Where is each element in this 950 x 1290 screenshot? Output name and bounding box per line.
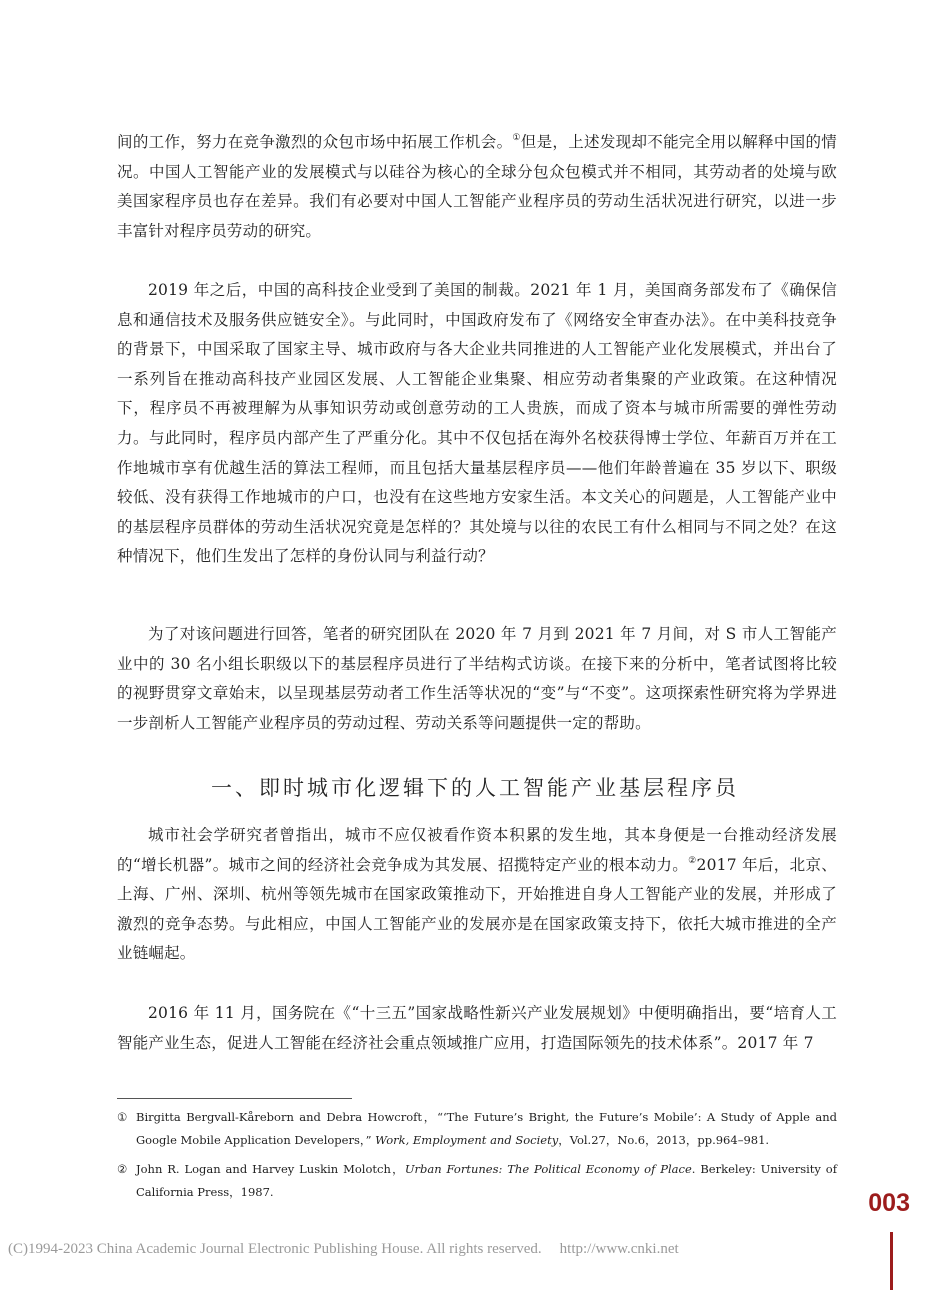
footnote-text: ，Vol.27，No.6，2013，pp.964–981.	[558, 1133, 770, 1147]
footnote	[117, 1158, 837, 1204]
paragraph-text: 间的工作，努力在竞争激烈的众包市场中拓展工作机会。	[117, 133, 513, 151]
cnki-link[interactable]: http://www.cnki.net	[559, 1241, 679, 1257]
footnote-text: Birgitta Bergvall-Kåreborn and Debra Howcroft，“‘The Future’s Bright, the Future’s Mobile’: A Study of Apple and Google Mobile Application Developers，”	[136, 1110, 837, 1147]
body-paragraph: 2016 年 11 月，国务院在《“十三五”国家战略性新兴产业发展规划》中便明确指出，要“培育人工智能产业生态，促进人工智能在经济社会重点领域推广应用，打造国际领先的技术体系”。2017 年 7	[117, 1004, 837, 1052]
body-paragraph: 2019 年之后，中国的高科技企业受到了美国的制裁。2021 年 1 月，美国商务部发布了《确保信息和通信技术及服务供应链安全》。与此同时，中国政府发布了《网络安全审查办法》。在中美科技竞争的背景下，中国采取了国家主导、城市政府与各大企业共同推进的人工智能产业化发展模式，并出台了一系列旨在推动高科技产业园区发展、人工智能企业集聚、相应劳动者集聚的产业政策。在这种情况下，程序员不再被理解为从事知识劳动或创意劳动的工人贵族，而成了资本与城市所需要的弹性劳动力。与此同时，程序员内部产生了严重分化。其中不仅包括在海外名校获得博士学位、年薪百万并在工作地城市享有优越生活的算法工程师，而且包括大量基层程序员——他们年龄普遍在 35 岁以下、职级较低、没有获得工作地城市的户口，也没有在这些地方安家生活。本文关心的问题是，人工智能产业中的基层程序员群体的劳动生活状况究竟是怎样的？其处境与以往的农民工有什么相同与不同之处？在这种情况下，他们生发出了怎样的身份认同与利益行动？	[117, 281, 837, 566]
footnote-text: . Berkeley: University of California Press，1987.	[136, 1162, 837, 1199]
footnote-divider	[117, 1098, 352, 1099]
footnote	[117, 1106, 837, 1152]
footnote-mark: ②	[117, 1162, 128, 1176]
page-edge-bar	[890, 1232, 893, 1290]
copyright-footer	[8, 1241, 888, 1258]
footnote-journal-title: Work, Employment and Society	[375, 1133, 559, 1147]
copyright-notice: (C)1994-2023 China Academic Journal Electronic Publishing House. All rights reserved.	[8, 1241, 542, 1257]
body-paragraph: 为了对该问题进行回答，笔者的研究团队在 2020 年 7 月到 2021 年 7 月间，对 S 市人工智能产业中的 30 名小组长职级以下的基层程序员进行了半结构式访谈。在接下来的分析中，笔者试图将比较的视野贯穿文章始末，以呈现基层劳动者工作生活等状况的“变”与“不变”。这项探索性研究将为学界进一步剖析人工智能产业程序员的劳动过程、劳动关系等问题提供一定的帮助。	[117, 625, 837, 732]
paragraph-text: 2017 年后，北京、上海、广州、深圳、杭州等领先城市在国家政策推动下，开始推进自身人工智能产业的发展，并形成了激烈的竞争态势。与此相应，中国人工智能产业的发展亦是在国家政策支持下，依托大城市推进的全产业链崛起。	[117, 855, 837, 963]
paragraph-text: 但是，上述发现却不能完全用以解释中国的情况。中国人工智能产业的发展模式与以硅谷为核心的全球分包众包模式并不相同，其劳动者的处境与欧美国家程序员也存在差异。我们有必要对中国人工智能产业程序员的劳动生活状况进行研究，以进一步丰富针对程序员劳动的研究。	[117, 133, 837, 240]
paragraph-text: 城市社会学研究者曾指出，城市不应仅被看作资本积累的发生地，其本身便是一台推动经济发展的“增长机器”。城市之间的经济社会竞争成为其发展、招揽特定产业的根本动力。	[117, 826, 837, 874]
section-heading: 一、即时城市化逻辑下的人工智能产业基层程序员	[211, 776, 739, 800]
footnote-mark: ①	[117, 1110, 128, 1124]
body-paragraph	[117, 821, 837, 969]
footnote-reference[interactable]: ①	[512, 133, 521, 143]
footnote-text: John R. Logan and Harvey Luskin Molotch，	[136, 1162, 405, 1176]
page-number: 003	[868, 1189, 910, 1217]
footnote-book-title: Urban Fortunes: The Political Economy of Place	[404, 1162, 692, 1176]
body-paragraph	[117, 128, 837, 246]
footnote-reference[interactable]: ②	[688, 855, 697, 866]
footnotes	[117, 1106, 837, 1210]
